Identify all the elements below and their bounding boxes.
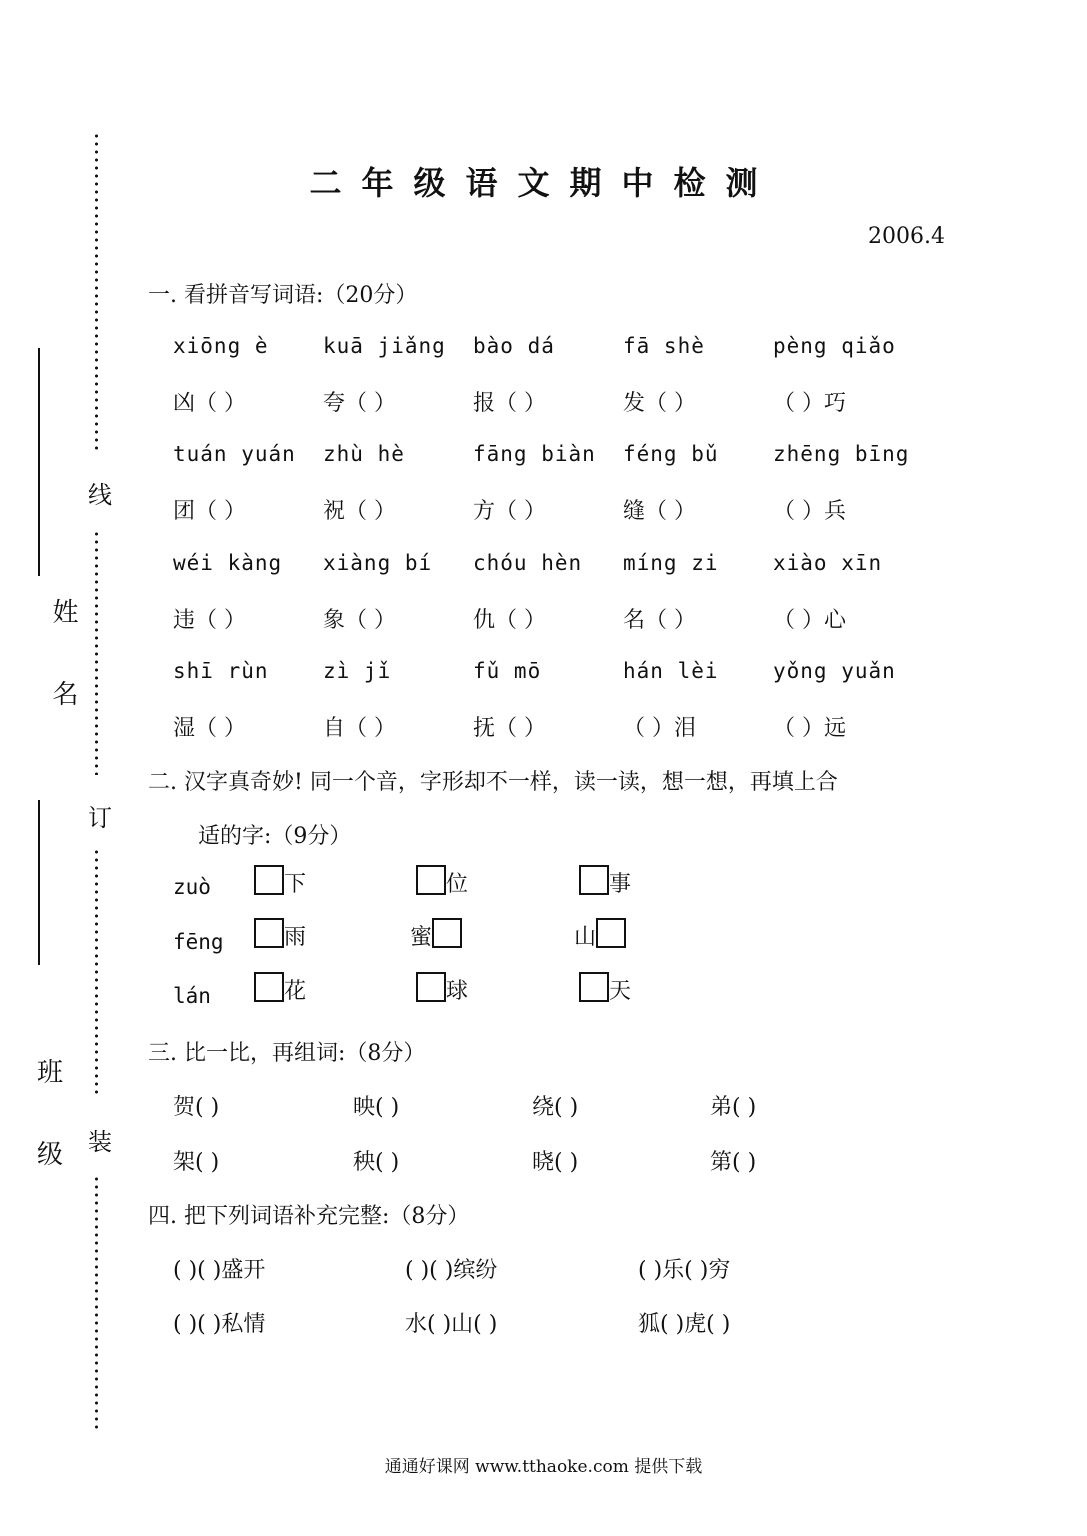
answer-blank[interactable]: 湿（ ） xyxy=(173,716,246,741)
answer-blank[interactable]: 报（ ） xyxy=(473,391,546,416)
class-label-text: 班 级 xyxy=(32,1058,63,1191)
homophone-char: 球 xyxy=(446,979,469,1004)
compare-blank[interactable]: 绕( ) xyxy=(532,1095,579,1120)
compare-blank[interactable]: 架( ) xyxy=(173,1150,220,1175)
pinyin: wéi kàng xyxy=(173,551,283,575)
homophone-item xyxy=(416,865,468,898)
pinyin: féng bǔ xyxy=(623,442,719,466)
homophone-pinyin: zuò xyxy=(173,875,211,899)
binding-char-zhuang: 装 xyxy=(88,1128,112,1156)
homophone-char: 下 xyxy=(284,872,307,897)
pinyin: zì jǐ xyxy=(323,659,392,683)
idiom-blank[interactable]: 水( )山( ) xyxy=(405,1312,498,1337)
pinyin: fā shè xyxy=(623,334,705,358)
dotted-line xyxy=(94,848,99,1096)
homophone-item xyxy=(416,972,468,1005)
char-box[interactable] xyxy=(579,865,609,895)
name-line xyxy=(38,348,40,576)
pinyin: míng zi xyxy=(623,551,719,575)
homophone-item xyxy=(254,865,306,898)
footer-credit: 通通好课网 www.tthaoke.com 提供下载 xyxy=(384,1457,703,1477)
homophone-char: 天 xyxy=(609,979,632,1004)
section2-heading-cont: 适的字:（9分） xyxy=(198,824,352,849)
char-box[interactable] xyxy=(432,918,462,948)
homophone-item xyxy=(579,865,631,898)
pinyin: tuán yuán xyxy=(173,442,296,466)
answer-blank[interactable]: （ ）泪 xyxy=(623,716,696,741)
answer-blank[interactable]: 缝（ ） xyxy=(623,499,696,524)
idiom-blank[interactable]: ( )( )缤纷 xyxy=(405,1258,498,1283)
answer-blank[interactable]: 祝（ ） xyxy=(323,499,396,524)
pinyin: zhēng bīng xyxy=(773,442,910,466)
pinyin: chóu hèn xyxy=(473,551,583,575)
compare-blank[interactable]: 弟( ) xyxy=(710,1095,757,1120)
class-line xyxy=(38,800,40,965)
pinyin: zhù hè xyxy=(323,442,405,466)
answer-blank[interactable]: 发（ ） xyxy=(623,391,696,416)
answer-blank[interactable]: 名（ ） xyxy=(623,608,696,633)
section2-heading: 二. 汉字真奇妙! 同一个音，字形却不一样，读一读，想一想，再填上合 xyxy=(148,770,838,795)
answer-blank[interactable]: 违（ ） xyxy=(173,608,246,633)
char-box[interactable] xyxy=(579,972,609,1002)
answer-blank[interactable]: （ ）心 xyxy=(773,608,846,633)
answer-blank[interactable]: 抚（ ） xyxy=(473,716,546,741)
exam-date: 2006.4 xyxy=(868,224,945,249)
idiom-blank[interactable]: 狐( )虎( ) xyxy=(638,1312,731,1337)
answer-blank[interactable]: 团（ ） xyxy=(173,499,246,524)
homophone-item xyxy=(410,918,462,951)
pinyin: fǔ mō xyxy=(473,659,542,683)
answer-blank[interactable]: （ ）兵 xyxy=(773,499,846,524)
dotted-line xyxy=(94,1175,99,1430)
homophone-item xyxy=(579,972,631,1005)
homophone-char: 花 xyxy=(284,979,307,1004)
char-box[interactable] xyxy=(254,918,284,948)
idiom-blank[interactable]: ( )( )私情 xyxy=(173,1312,266,1337)
char-box[interactable] xyxy=(416,972,446,1002)
homophone-item xyxy=(574,918,626,951)
compare-blank[interactable]: 第( ) xyxy=(710,1150,757,1175)
idiom-blank[interactable]: ( )乐( )穷 xyxy=(638,1258,731,1283)
char-box[interactable] xyxy=(254,972,284,1002)
homophone-char: 位 xyxy=(446,872,469,897)
pinyin: hán lèi xyxy=(623,659,719,683)
section1-heading: 一. 看拼音写词语:（20分） xyxy=(148,283,418,308)
char-box[interactable] xyxy=(254,865,284,895)
compare-blank[interactable]: 映( ) xyxy=(353,1095,400,1120)
homophone-char: 蜜 xyxy=(410,925,433,950)
answer-blank[interactable]: 自（ ） xyxy=(323,716,396,741)
answer-blank[interactable]: 象（ ） xyxy=(323,608,396,633)
binding-char-ding: 订 xyxy=(88,804,112,832)
section4-heading: 四. 把下列词语补充完整:（8分） xyxy=(148,1204,470,1229)
name-label xyxy=(28,598,78,731)
homophone-item xyxy=(254,918,306,951)
binding-char-xian: 线 xyxy=(88,481,112,509)
homophone-char: 山 xyxy=(574,925,597,950)
pinyin: bào dá xyxy=(473,334,555,358)
class-label xyxy=(28,1058,68,1190)
homophone-pinyin: fēng xyxy=(173,930,224,954)
section3-heading: 三. 比一比，再组词:（8分） xyxy=(148,1041,426,1066)
pinyin: kuā jiǎng xyxy=(323,334,446,358)
answer-blank[interactable]: 夸（ ） xyxy=(323,391,396,416)
compare-blank[interactable]: 秧( ) xyxy=(353,1150,400,1175)
answer-blank[interactable]: （ ）巧 xyxy=(773,391,846,416)
homophone-char: 事 xyxy=(609,872,632,897)
name-label-text: 姓 名 xyxy=(48,598,78,731)
pinyin: xiàng bí xyxy=(323,551,433,575)
pinyin: yǒng yuǎn xyxy=(773,659,896,683)
compare-blank[interactable]: 贺( ) xyxy=(173,1095,220,1120)
page-title: 二年级语文期中检测 xyxy=(309,164,778,202)
idiom-blank[interactable]: ( )( )盛开 xyxy=(173,1258,266,1283)
pinyin: xiào xīn xyxy=(773,551,883,575)
answer-blank[interactable]: 仇（ ） xyxy=(473,608,546,633)
char-box[interactable] xyxy=(416,865,446,895)
pinyin: pèng qiǎo xyxy=(773,334,896,358)
homophone-item xyxy=(254,972,306,1005)
answer-blank[interactable]: （ ）远 xyxy=(773,716,846,741)
pinyin: fāng biàn xyxy=(473,442,596,466)
char-box[interactable] xyxy=(596,918,626,948)
pinyin: shī rùn xyxy=(173,659,269,683)
answer-blank[interactable]: 凶（ ） xyxy=(173,391,246,416)
homophone-pinyin: lán xyxy=(173,984,211,1008)
pinyin: xiōng è xyxy=(173,334,269,358)
homophone-char: 雨 xyxy=(284,925,307,950)
compare-blank[interactable]: 晓( ) xyxy=(532,1150,579,1175)
answer-blank[interactable]: 方（ ） xyxy=(473,499,546,524)
